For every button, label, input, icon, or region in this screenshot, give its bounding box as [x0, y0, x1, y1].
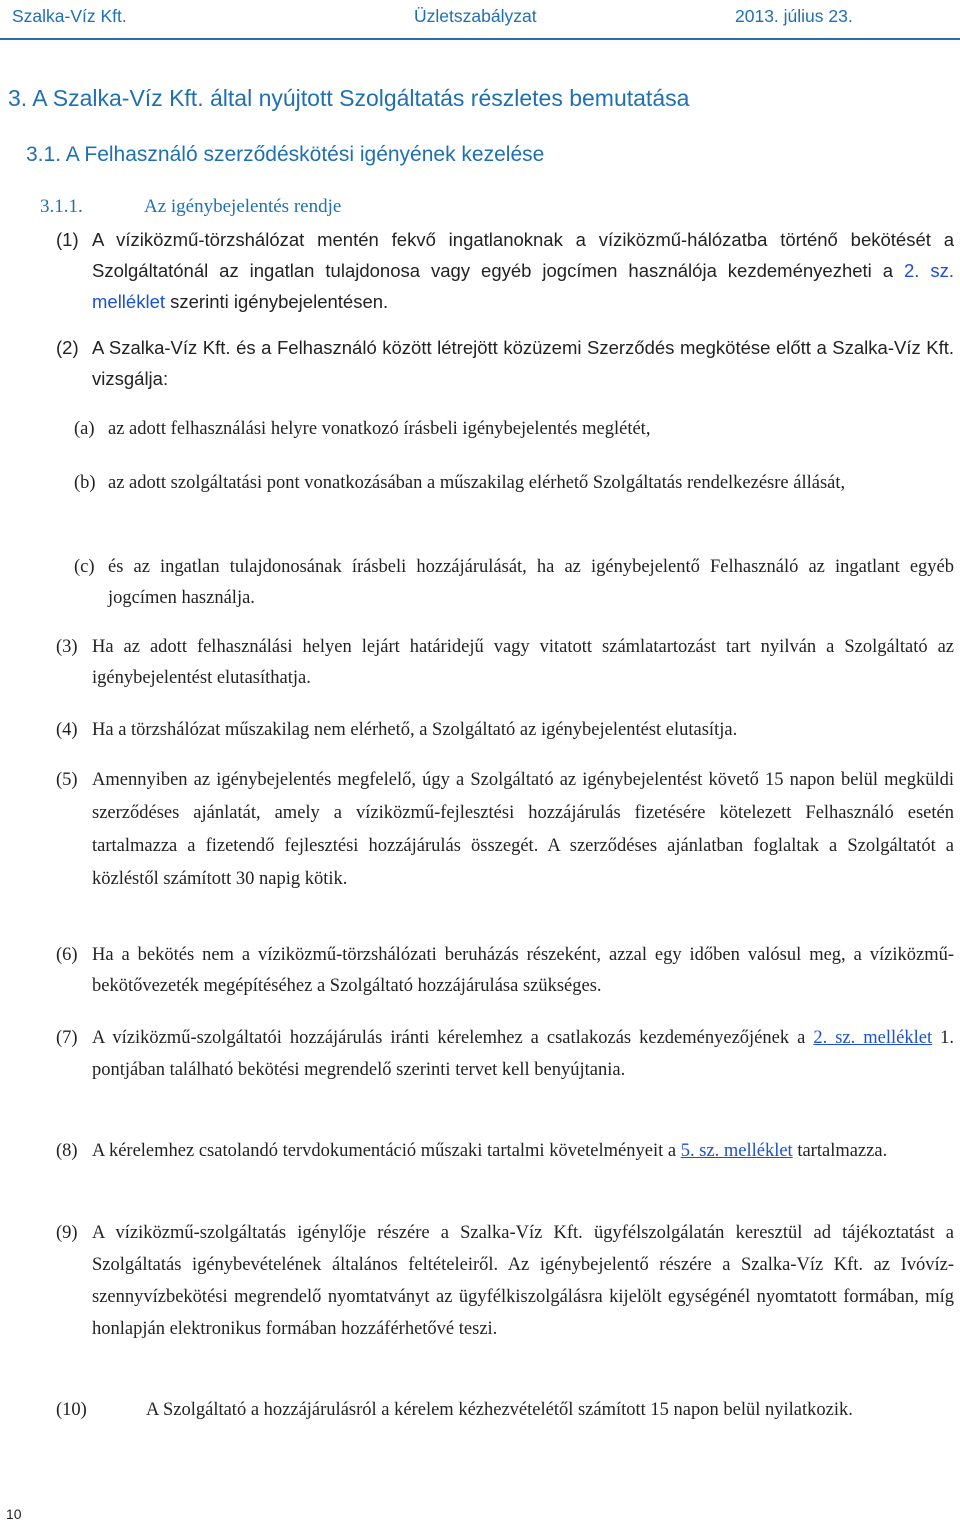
paragraph-text: Amennyiben az igénybejelentés megfelelő, úgy a Szolgáltató az igénybejelentést követő 15 napon belül megküldi szerződéses ajánlatát, amely a víziközmű-fejlesztési hozzájárulás fizetésére kötelezett Felhasználó esetén tartalmazza a fizetendő fejlesztési hozzájárulás összegét. A szerződéses ajánlatban foglaltak a Szolgáltatót a közléstől számított 30 napig kötik. — [92, 770, 954, 889]
item-text: és az ingatlan tulajdonosának írásbeli hozzájárulását, ha az igénybejelentő Felhasználó az ingatlant egyéb jogcímen használja. — [108, 557, 954, 608]
paragraph-2 — [56, 332, 954, 394]
list-item-b — [74, 468, 954, 499]
paragraph-number: (2) — [56, 337, 79, 358]
subsubsection-heading — [40, 196, 342, 218]
subsection-heading: 3.1. A Felhasználó szerződéskötési igényének kezelése — [26, 143, 545, 166]
paragraph-number: (8) — [56, 1141, 78, 1161]
subsubsection-title: Az igénybejelentés rendje — [144, 196, 342, 217]
header-date: 2013. július 23. — [735, 6, 853, 26]
subsubsection-number: 3.1.1. — [40, 196, 83, 217]
item-label: (c) — [74, 557, 95, 577]
header-document-title: Üzletszabályzat — [414, 6, 537, 26]
header-rule — [0, 38, 960, 40]
paragraph-8 — [56, 1136, 954, 1167]
paragraph-text-end: tartalmazza. — [792, 1141, 888, 1161]
page-number: 10 — [6, 1506, 22, 1522]
annex-2-link[interactable]: 2. sz. melléklet — [92, 260, 954, 312]
paragraph-text: A kérelemhez csatolandó tervdokumentáció műszaki tartalmi követelményeit a — [92, 1141, 681, 1161]
paragraph-text: Ha a törzshálózat műszakilag nem elérhető, a Szolgáltató az igénybejelentést elutasítja. — [92, 720, 738, 740]
paragraph-number: (6) — [56, 945, 78, 965]
paragraph-text: A víziközmű-törzshálózat mentén fekvő ingatlanoknak a víziközmű-hálózatba történő bekötését a Szolgáltatónál az ingatlan tulajdonosa vagy egyéb jogcímen használója kezdeményezheti a — [92, 229, 954, 281]
paragraph-text: Ha az adott felhasználási helyen lejárt határidejű vagy vitatott számlatartozást tart nyilván a Szolgáltató az igénybejelentést elutasíthatja. — [92, 637, 954, 688]
paragraph-6 — [56, 940, 954, 1002]
paragraph-9 — [56, 1217, 954, 1345]
paragraph-1 — [56, 224, 954, 317]
header-company: Szalka-Víz Kft. — [12, 6, 127, 26]
item-text: az adott felhasználási helyre vonatkozó írásbeli igénybejelentés meglétét, — [108, 419, 651, 439]
paragraph-5 — [56, 764, 954, 896]
paragraph-4 — [56, 715, 954, 746]
item-label: (b) — [74, 473, 96, 493]
paragraph-number: (10) — [56, 1400, 87, 1420]
paragraph-text-end: szerinti igénybejelentésen. — [165, 291, 389, 312]
paragraph-number: (4) — [56, 720, 78, 740]
item-label: (a) — [74, 419, 95, 439]
annex-2-link[interactable]: 2. sz. melléklet — [813, 1028, 933, 1048]
paragraph-number: (5) — [56, 770, 78, 790]
paragraph-number: (9) — [56, 1223, 78, 1243]
paragraph-7 — [56, 1022, 954, 1086]
paragraph-text: A víziközmű-szolgáltatói hozzájárulás iránti kérelemhez a csatlakozás kezdeményezőjének a — [92, 1028, 814, 1048]
paragraph-number: (1) — [56, 229, 79, 250]
list-item-c — [74, 552, 954, 614]
paragraph-text: A Szolgáltató a hozzájárulásról a kérelem kézhezvételétől számított 15 napon belül nyilatkozik. — [146, 1400, 853, 1420]
paragraph-text: Ha a bekötés nem a víziközmű-törzshálózati beruházás részeként, azzal egy időben valósul meg, a víziközmű-bekötővezeték megépítéséhez a Szolgáltató hozzájárulása szükséges. — [92, 945, 954, 996]
paragraph-number: (3) — [56, 637, 78, 657]
paragraph-text-end: 1. pontjában található bekötési megrendelő szerinti tervet kell benyújtania. — [92, 1028, 955, 1080]
annex-5-link[interactable]: 5. sz. melléklet — [680, 1141, 793, 1161]
paragraph-10 — [56, 1394, 954, 1427]
item-text: az adott szolgáltatási pont vonatkozásában a műszakilag elérhető Szolgáltatás rendelkezésre állását, — [108, 473, 846, 493]
paragraph-text: A Szalka-Víz Kft. és a Felhasználó között létrejött közüzemi Szerződés megkötése előtt a Szalka-Víz Kft. vizsgálja: — [92, 337, 954, 389]
paragraph-text: A víziközmű-szolgáltatás igénylője részére a Szalka-Víz Kft. ügyfélszolgálatán keresztül ad tájékoztatást a Szolgáltatás igénybevételének általános feltételeiről. Az igénybejelentő részére a Szalka-Víz Kft. az Ivóvíz-szennyvízbekötési megrendelő nyomtatványt az ügyfélkiszolgálásra kijelölt egységénél nyomtatott formában, míg honlapján elektronikus formában hozzáférhetővé teszi. — [92, 1223, 954, 1339]
list-item-a — [74, 414, 954, 445]
paragraph-number: (7) — [56, 1028, 78, 1048]
page-header — [0, 0, 960, 32]
section-heading: 3. A Szalka-Víz Kft. által nyújtott Szolgáltatás részletes bemutatása — [8, 85, 690, 111]
paragraph-3 — [56, 632, 954, 694]
